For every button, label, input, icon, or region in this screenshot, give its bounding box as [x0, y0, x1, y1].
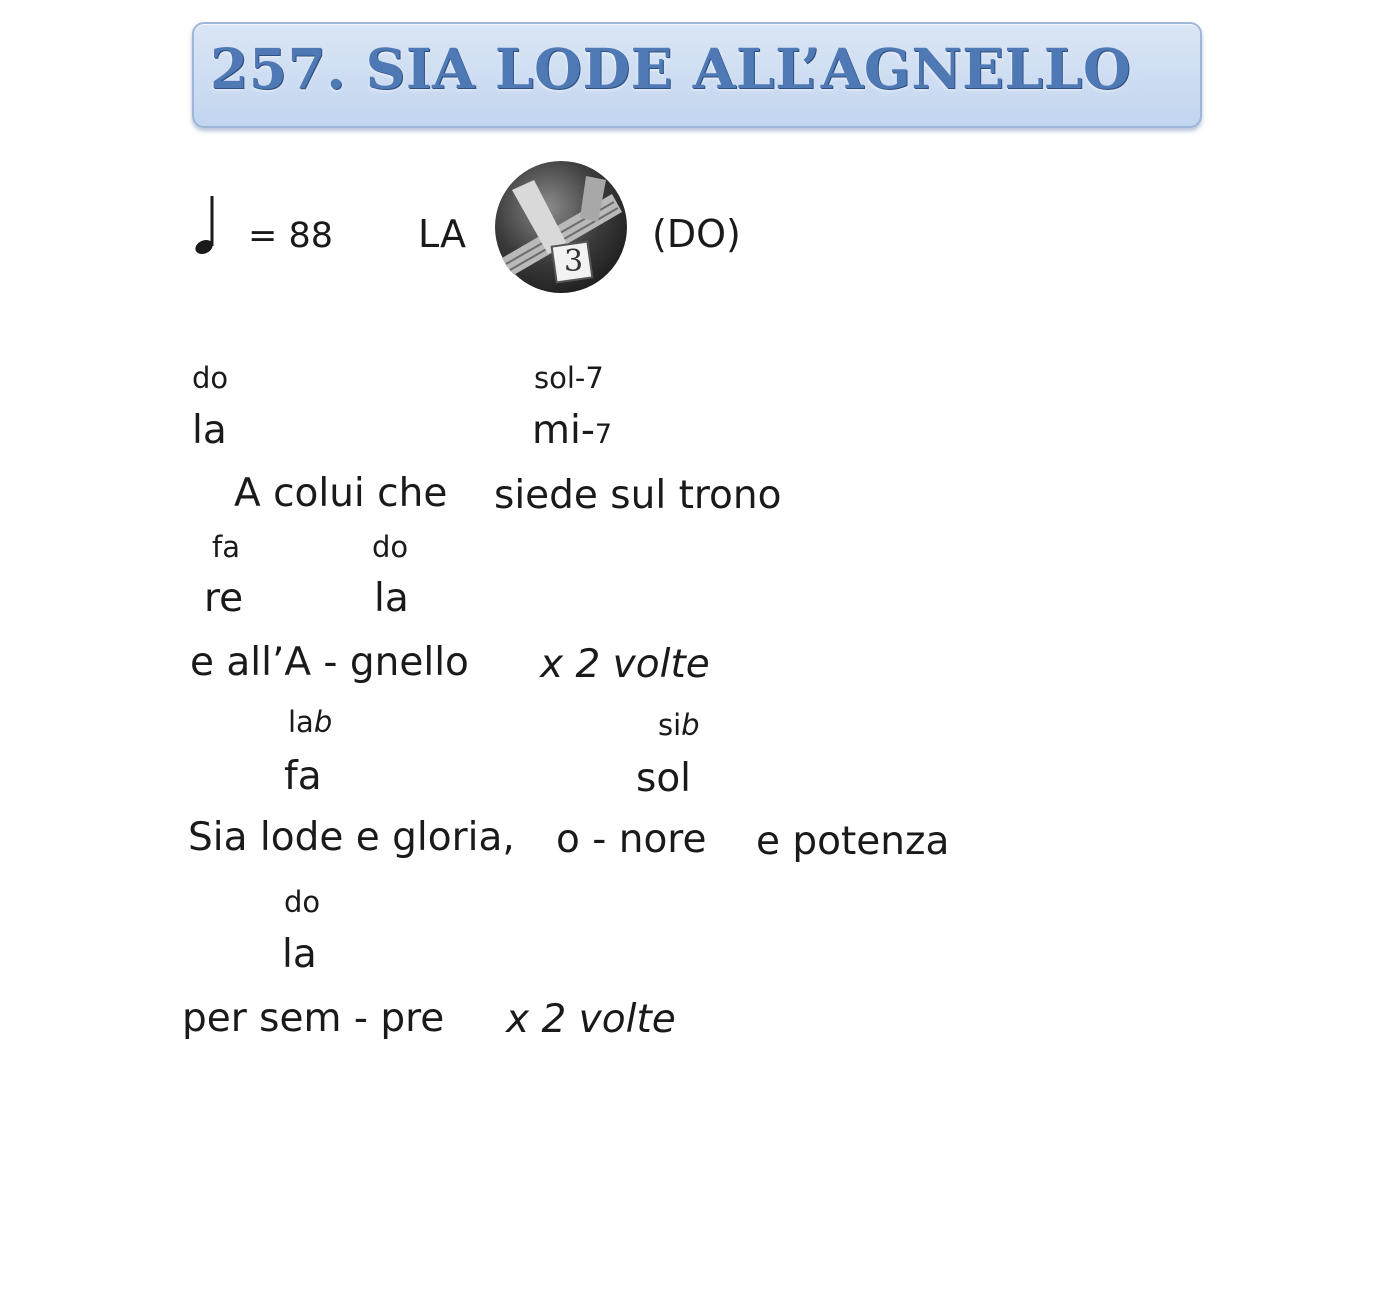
lyric-line: per sem - pre [182, 996, 445, 1041]
guitar-capo-3-icon [494, 160, 628, 294]
alt-chord: do [372, 530, 409, 564]
alt-chord: lab [288, 705, 333, 739]
tempo-value: = 88 [248, 216, 333, 256]
song-title: 257. SIA LODE ALL’AGNELLO [210, 36, 1132, 101]
lyric-line: Sia lode e gloria, [188, 815, 515, 860]
chord: la [282, 932, 317, 977]
chord: mi-7 [532, 408, 613, 453]
chord: la [374, 576, 409, 621]
alt-chord: do [192, 361, 229, 395]
chord: fa [284, 754, 322, 799]
key-main: LA [418, 212, 467, 256]
lyric-line: e potenza [756, 819, 950, 864]
alt-chord: sol-7 [534, 361, 604, 395]
chord: re [204, 576, 244, 621]
key-alt: (DO) [652, 212, 741, 256]
title-banner [192, 22, 1202, 128]
lyric-line: o - nore [556, 817, 707, 862]
repeat-marker: x 2 volte [506, 997, 676, 1042]
lyric-line: A colui che [234, 471, 448, 516]
alt-chord: do [284, 885, 321, 919]
repeat-marker: x 2 volte [540, 642, 710, 687]
alt-chord: fa [212, 530, 240, 564]
quarter-note-icon [192, 194, 220, 256]
chord: la [192, 408, 227, 453]
alt-chord: sib [658, 708, 700, 742]
lyric-line: e all’A - gnello [190, 640, 469, 685]
capo-fret-number: 3 [564, 244, 584, 279]
lyric-line: siede sul trono [494, 473, 782, 518]
chord: sol [636, 756, 692, 801]
